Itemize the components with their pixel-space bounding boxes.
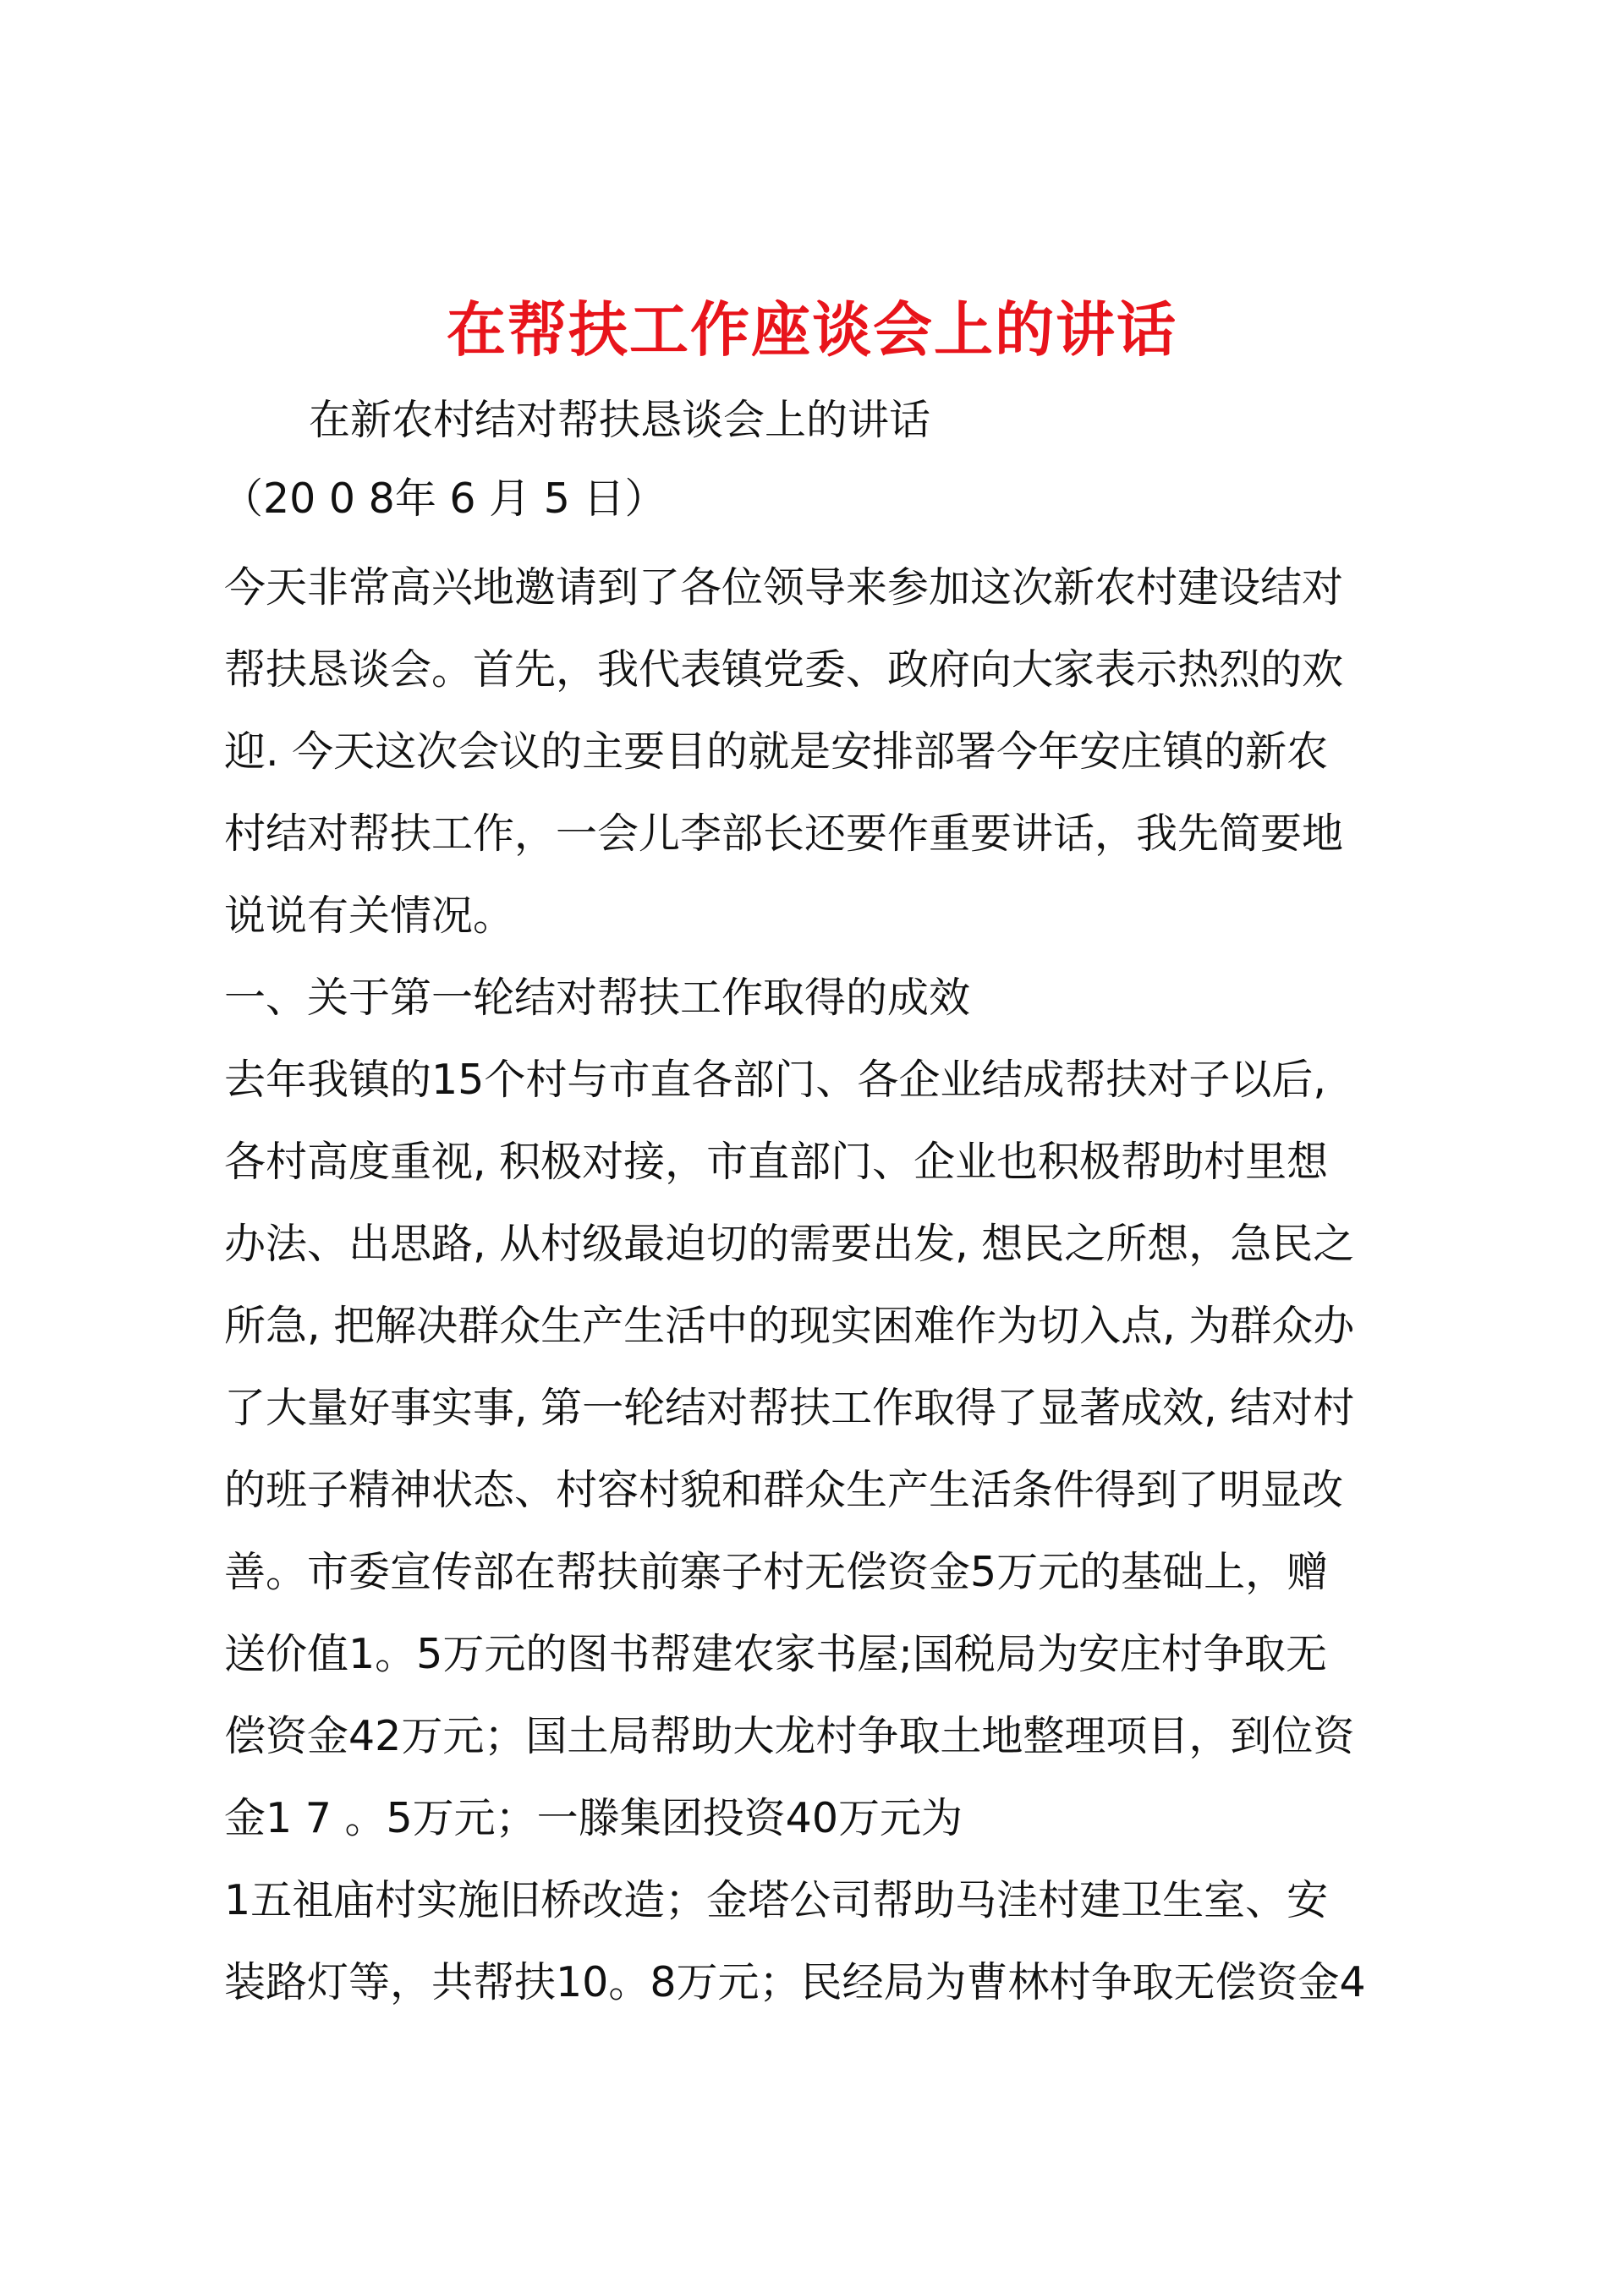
- body-line: 各村高度重视, 积极对接，市直部门、企业也积极帮助村里想: [224, 1138, 1329, 1186]
- body-line: 装路灯等，共帮扶10。8万元；民经局为曹林村争取无偿资金4: [224, 1958, 1366, 2006]
- body-line: 所急, 把解决群众生产生活中的现实困难作为切入点, 为群众办: [224, 1302, 1355, 1350]
- body-line: 今天非常高兴地邀请到了各位领导来参加这次新农村建设结对: [224, 563, 1344, 612]
- body-line: 说说有关情况。: [224, 892, 515, 940]
- body-line: 迎. 今天这次会议的主要目的就是安排部署今年安庄镇的新农: [224, 727, 1329, 776]
- body-line: 去年我镇的15个村与市直各部门、各企业结成帮扶对子以后,: [224, 1056, 1326, 1104]
- body-line: 善。市委宣传部在帮扶前寨子村无偿资金5万元的基础上，赠: [224, 1548, 1329, 1596]
- document-title: 在帮扶工作座谈会上的讲话: [447, 294, 1177, 365]
- body-line: 帮扶恳谈会。首先，我代表镇党委、政府向大家表示热烈的欢: [224, 645, 1344, 694]
- body-line: 村结对帮扶工作，一会儿李部长还要作重要讲话，我先简要地: [224, 809, 1344, 858]
- section-heading: 一、关于第一轮结对帮扶工作取得的成效: [224, 974, 971, 1022]
- document-date: （20 0 8年 6 月 5 日）: [222, 475, 667, 523]
- body-line: 1五祖庙村实施旧桥改造；金塔公司帮助马洼村建卫生室、安: [224, 1876, 1329, 1924]
- body-line: 偿资金42万元；国土局帮助大龙村争取土地整理项目，到位资: [224, 1712, 1355, 1760]
- body-line: 了大量好事实事, 第一轮结对帮扶工作取得了显著成效, 结对村: [224, 1384, 1355, 1432]
- body-line: 金1 7 。5万元；一滕集团投资40万元为: [224, 1794, 963, 1842]
- body-line: 送价值1。5万元的图书帮建农家书屋;国税局为安庄村争取无: [224, 1630, 1327, 1678]
- body-line: 的班子精神状态、村容村貌和群众生产生活条件得到了明显改: [224, 1466, 1344, 1514]
- document-subtitle: 在新农村结对帮扶恳谈会上的讲话: [309, 396, 931, 444]
- body-line: 办法、出思路, 从村级最迫切的需要出发, 想民之所想，急民之: [224, 1220, 1355, 1268]
